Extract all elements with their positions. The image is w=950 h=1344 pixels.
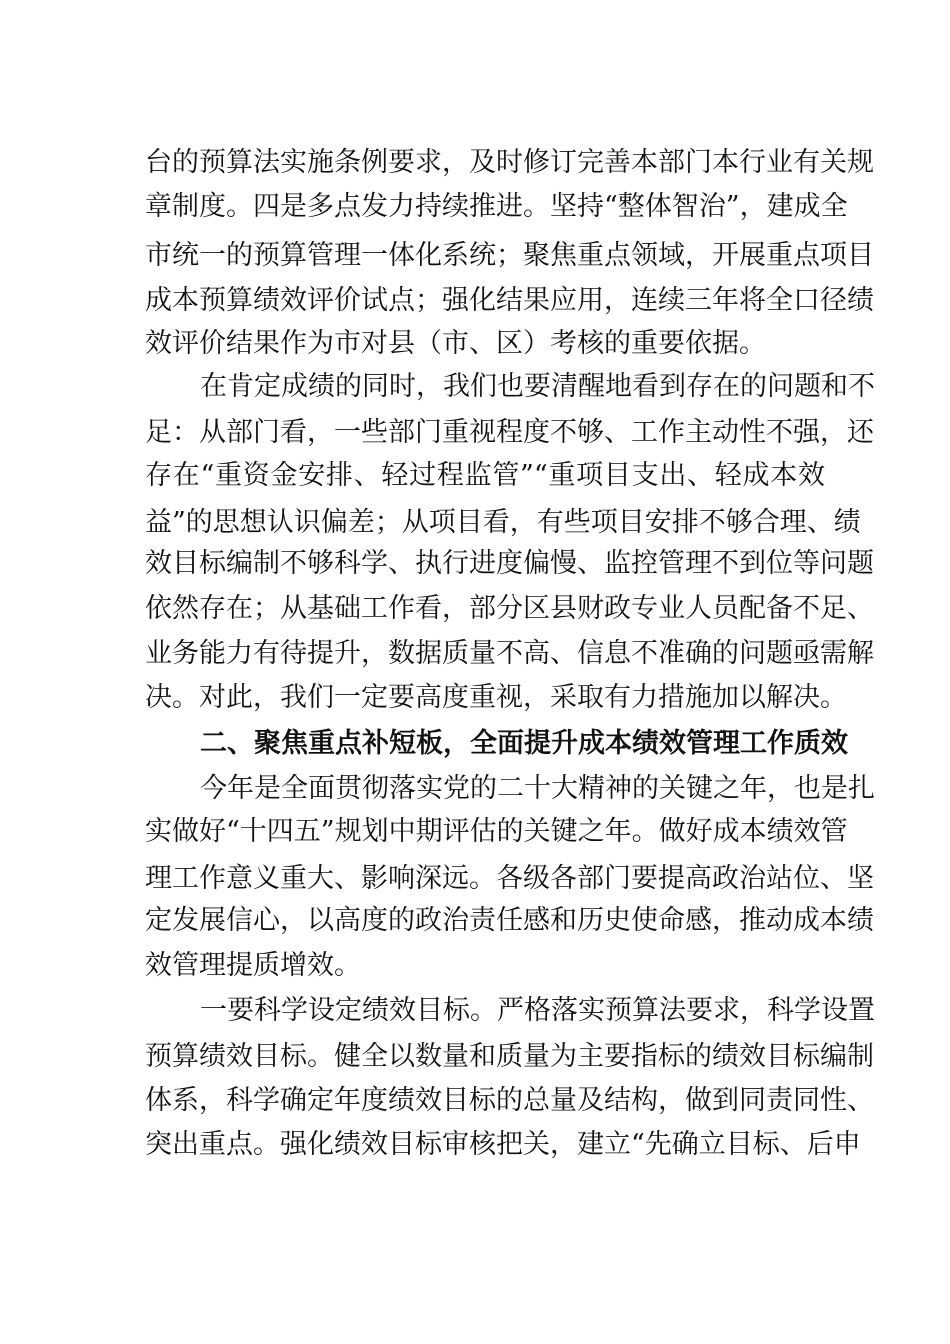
body-text-line: 实做好“十四五”规划中期评估的关键之年。做好成本绩效管 [145, 816, 848, 847]
body-text-line: 预算绩效目标。健全以数量和质量为主要指标的绩效目标编制 [145, 1041, 874, 1072]
paragraph-first-line: 在肯定成绩的同时，我们也要清醒地看到存在的问题和不 [200, 371, 875, 402]
section-heading: 二、聚焦重点补短板，全面提升成本绩效管理工作质效 [200, 728, 848, 759]
body-text-line: 章制度。四是多点发力持续推进。坚持“整体智治”，建成全 [145, 191, 848, 222]
body-text-line: 存在“重资金安排、轻过程监管”“重项目支出、轻成本效 [145, 460, 825, 491]
body-text-line: 效目标编制不够科学、执行进度偏慢、监控管理不到位等问题 [145, 548, 874, 579]
body-text-line: 效评价结果作为市对县（市、区）考核的重要依据。 [145, 328, 766, 359]
body-text-line: 市统一的预算管理一体化系统；聚焦重点领域，开展重点项目 [145, 240, 874, 271]
body-text-line: 定发展信心，以高度的政治责任感和历史使命感，推动成本绩 [145, 905, 874, 936]
body-text-line: 体系，科学确定年度绩效目标的总量及结构，做到同责同性、 [145, 1085, 874, 1116]
paragraph-first-line: 今年是全面贯彻落实党的二十大精神的关键之年，也是扎 [200, 773, 875, 804]
body-text-line: 台的预算法实施条例要求，及时修订完善本部门本行业有关规 [145, 147, 874, 178]
body-text-line: 决。对此，我们一定要高度重视，采取有力措施加以解决。 [145, 682, 847, 713]
body-text-line: 效管理提质增效。 [145, 950, 361, 981]
body-text-line: 成本预算绩效评价试点；强化结果应用，连续三年将全口径绩 [145, 285, 874, 316]
paragraph-first-line: 一要科学设定绩效目标。严格落实预算法要求，科学设置 [200, 995, 875, 1026]
body-text-line: 益”的思想认识偏差；从项目看，有些项目安排不够合理、绩 [145, 507, 861, 538]
body-text-line: 理工作意义重大、影响深远。各级各部门要提高政治站位、坚 [145, 863, 874, 894]
body-text-line: 依然存在；从基础工作看，部分区县财政专业人员配备不足、 [145, 593, 874, 624]
body-text-line: 突出重点。强化绩效目标审核把关，建立“先确立目标、后申 [145, 1129, 861, 1160]
body-text-line: 业务能力有待提升，数据质量不高、信息不准确的问题亟需解 [145, 638, 874, 669]
body-text-line: 足：从部门看，一些部门重视程度不够、工作主动性不强，还 [145, 417, 874, 448]
